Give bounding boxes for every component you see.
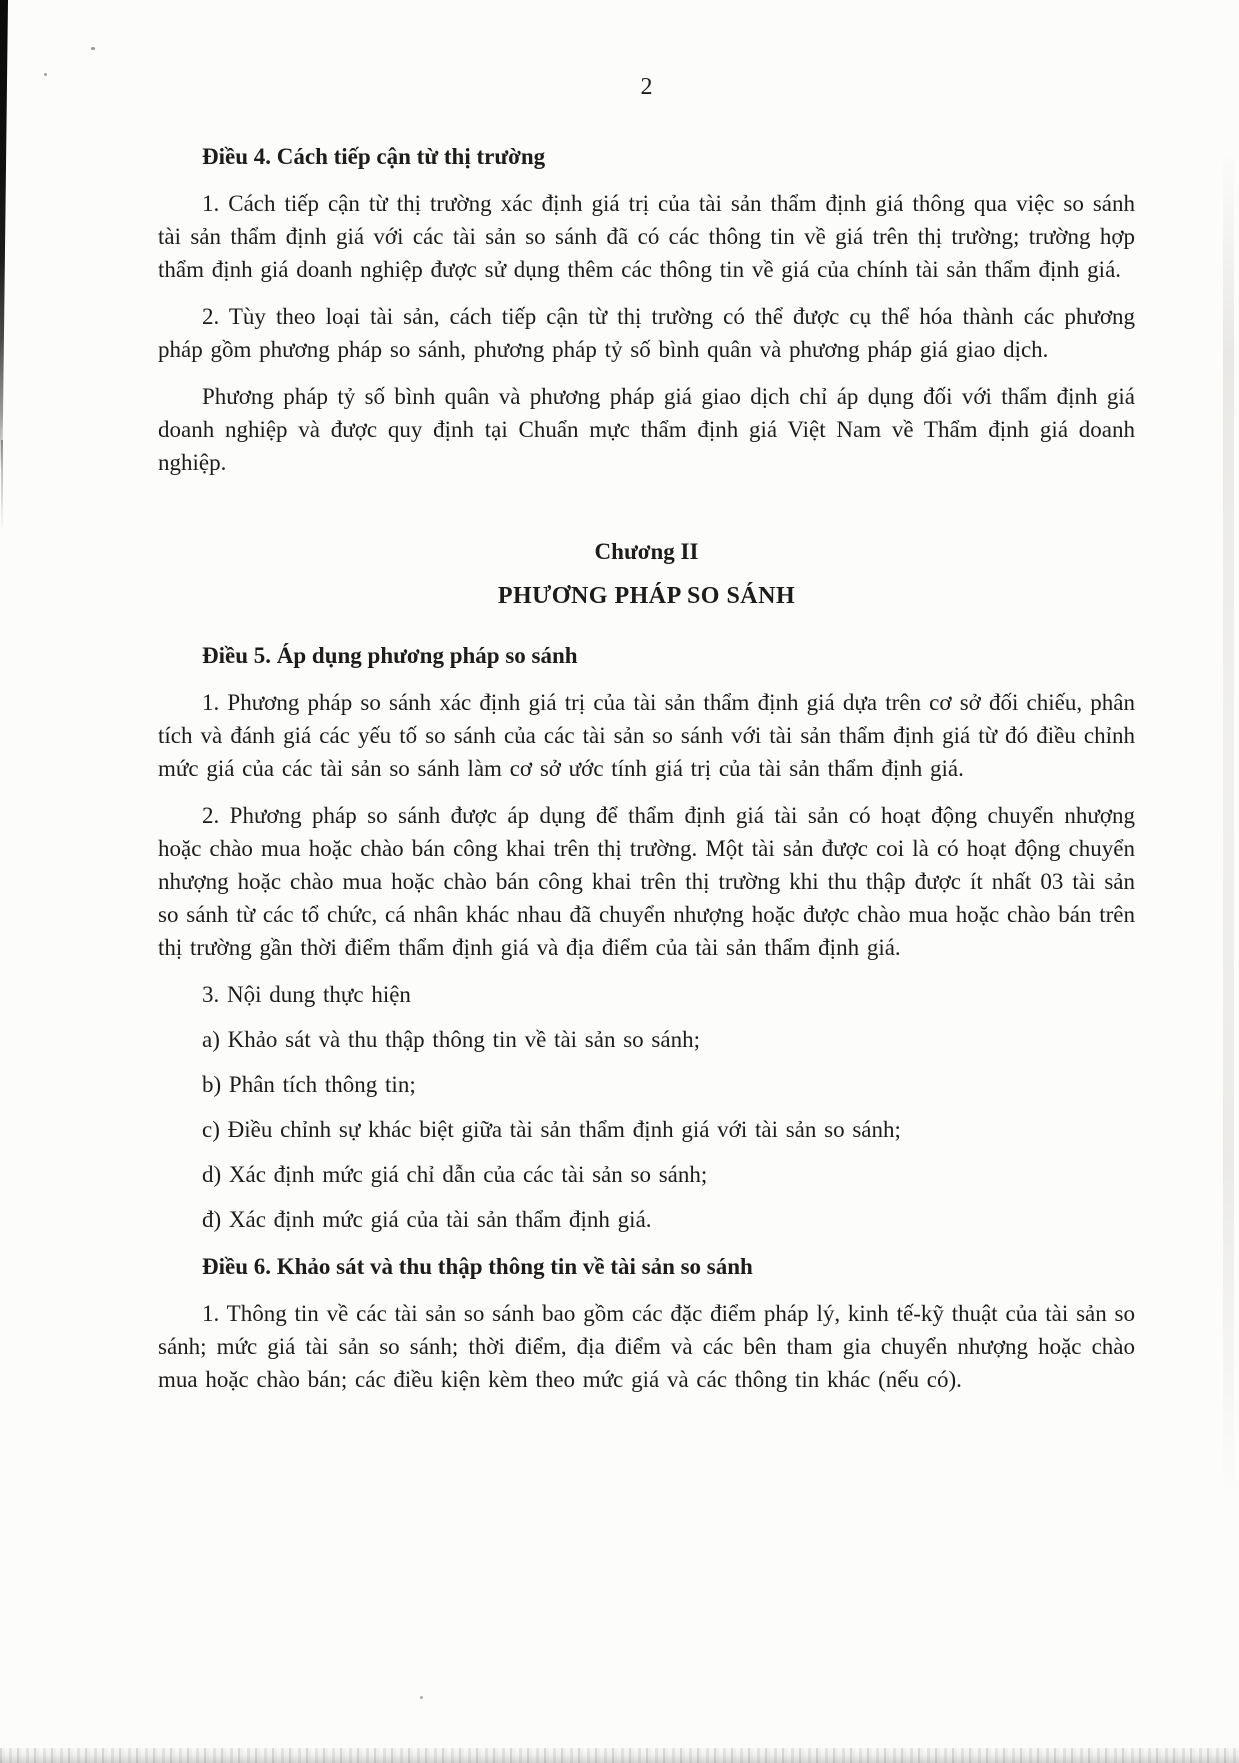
article-5-item-dd: đ) Xác định mức giá của tài sản thẩm định giá. [202,1207,652,1232]
article-6-paragraph-1: 1. Thông tin về các tài sản so sánh bao gồm các đặc điểm pháp lý, kinh tế-kỹ thuật của tài sản so sánh; mức giá tài sản so sánh; thời điểm, địa điểm và các bên tham gia chuyển nhượng hoặc chào mua hoặc chào bán; các điều kiện kèm theo mức giá và các thông tin khác (nếu có). [158,1301,1135,1392]
scan-left-edge-artifact-tail [1,440,3,530]
chapter-2-header [158,535,1135,613]
article-5-heading: Điều 5. Áp dụng phương pháp so sánh [202,643,578,668]
article-5-paragraph-2: 2. Phương pháp so sánh được áp dụng để thẩm định giá tài sản có hoạt động chuyển nhượng hoặc chào mua hoặc chào bán công khai trên thị trường. Một tài sản được coi là có hoạt động chuyển nhượng hoặc chào mua hoặc chào bán công khai trên thị trường khi thu thập được ít nhất 03 tài sản so sánh từ các tổ chức, cá nhân khác nhau đã chuyển nhượng hoặc được chào mua hoặc chào bán trên thị trường gần thời điểm thẩm định giá và địa điểm của tài sản thẩm định giá. [158,803,1135,960]
article-6-heading: Điều 6. Khảo sát và thu thập thông tin về tài sản so sánh [202,1254,753,1279]
document-body [158,140,1135,1396]
scan-speck [91,47,95,50]
page-number: 2 [640,74,653,100]
scan-right-edge-smudge [1223,150,1234,1500]
scan-speck [420,1696,423,1699]
article-4-heading: Điều 4. Cách tiếp cận từ thị trường [202,144,546,169]
article-5-item-d: d) Xác định mức giá chỉ dẫn của các tài sản so sánh; [202,1162,708,1187]
scan-speck [44,73,47,76]
article-5-item-b: b) Phân tích thông tin; [202,1072,416,1097]
scan-bottom-noise-band [0,1748,1239,1763]
chapter-2-label: Chương II [594,539,699,564]
article-4-paragraph-2: 2. Tùy theo loại tài sản, cách tiếp cận từ thị trường có thể được cụ thể hóa thành các phương pháp gồm phương pháp so sánh, phương pháp tỷ số bình quân và phương pháp giá giao dịch. [158,304,1135,362]
article-4-paragraph-1: 1. Cách tiếp cận từ thị trường xác định giá trị của tài sản thẩm định giá thông qua việc so sánh tài sản thẩm định giá với các tài sản so sánh đã có các thông tin về giá trên thị trường; trường hợp thẩm định giá doanh nghiệp được sử dụng thêm các thông tin về giá của chính tài sản thẩm định giá. [158,191,1135,282]
scan-left-edge-artifact [0,0,8,470]
article-5-item-a: a) Khảo sát và thu thập thông tin về tài sản so sánh; [202,1027,700,1052]
chapter-2-title: PHƯƠNG PHÁP SO SÁNH [497,583,796,609]
article-5-paragraph-1: 1. Phương pháp so sánh xác định giá trị của tài sản thẩm định giá dựa trên cơ sở đối chiếu, phân tích và đánh giá các yếu tố so sánh của các tài sản so sánh với tài sản thẩm định giá từ đó điều chỉnh mức giá của các tài sản so sánh làm cơ sở ước tính giá trị của tài sản thẩm định giá. [158,690,1135,781]
article-5-paragraph-3: 3. Nội dung thực hiện [202,982,411,1007]
article-5-item-c: c) Điều chỉnh sự khác biệt giữa tài sản thẩm định giá với tài sản so sánh; [202,1117,901,1142]
article-4-paragraph-3: Phương pháp tỷ số bình quân và phương pháp giá giao dịch chỉ áp dụng đối với thẩm định giá doanh nghiệp và được quy định tại Chuẩn mực thẩm định giá Việt Nam về Thẩm định giá doanh nghiệp. [158,384,1135,475]
